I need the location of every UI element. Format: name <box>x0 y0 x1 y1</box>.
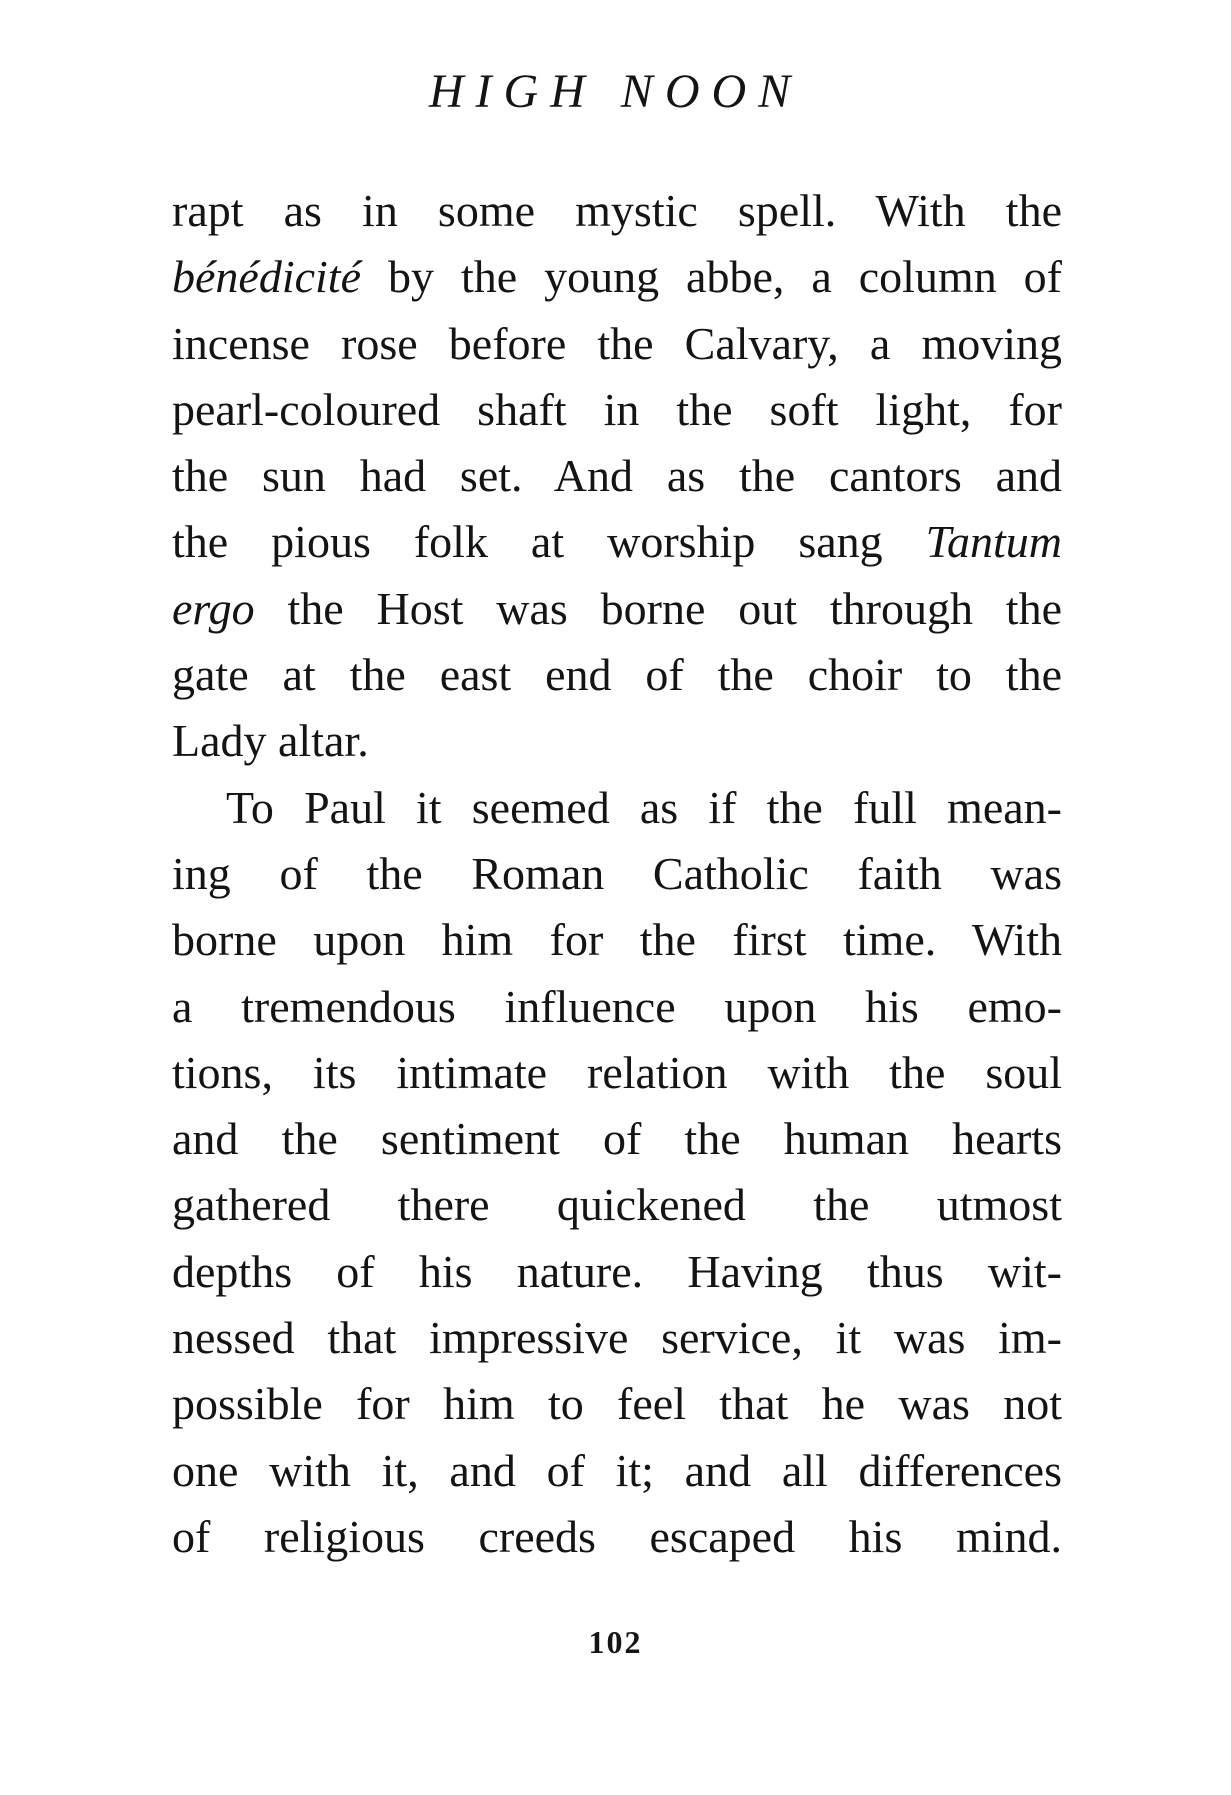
text-line <box>172 708 1062 774</box>
text-line <box>172 244 1062 310</box>
text-line <box>172 1305 1062 1371</box>
running-head: HIGH NOON <box>428 65 803 118</box>
text-run: the pious folk at worship sang <box>172 516 926 568</box>
text-run: ing of the Roman Catholic faith was <box>172 847 1062 899</box>
text-run: one with it, and of it; and all differences <box>172 1444 1062 1496</box>
text-line <box>172 509 1062 575</box>
italic-text: ergo <box>172 582 255 634</box>
text-line <box>172 907 1062 973</box>
text-run: gathered there quickened the utmost <box>172 1179 1062 1231</box>
text-run: the Host was borne out through the <box>254 582 1062 634</box>
text-run: To Paul it seemed as if the full mean- <box>226 781 1062 833</box>
text-run: tions, its intimate relation with the soul <box>172 1046 1062 1098</box>
text-run: pearl-coloured shaft in the soft light, for <box>172 383 1062 435</box>
text-run: by the young abbe, a column of <box>361 251 1062 303</box>
text-run: a tremendous influence upon his emo- <box>172 980 1062 1032</box>
text-line <box>172 377 1062 443</box>
text-run: and the sentiment of the human hearts <box>172 1113 1062 1165</box>
text-line <box>172 841 1062 907</box>
text-line <box>172 1040 1062 1106</box>
text-line <box>172 642 1062 708</box>
text-line <box>172 1172 1062 1238</box>
paragraph <box>172 178 1062 775</box>
text-run: possible for him to feel that he was not <box>172 1378 1062 1430</box>
text-line <box>172 311 1062 377</box>
text-run: rapt as in some mystic spell. With the <box>172 185 1062 236</box>
text-line <box>172 1504 1062 1570</box>
text-run: Lady altar. <box>172 715 369 767</box>
text-run: the sun had set. And as the cantors and <box>172 450 1062 502</box>
text-run: depths of his nature. Having thus wit- <box>172 1245 1062 1297</box>
text-line <box>172 1239 1062 1305</box>
italic-text: bénédicité <box>172 251 362 303</box>
text-line <box>172 775 1062 841</box>
text-line <box>172 443 1062 509</box>
text-line <box>172 1106 1062 1172</box>
text-run: borne upon him for the first time. With <box>172 914 1062 966</box>
italic-text: Tantum <box>925 516 1062 568</box>
text-run: nessed that impressive service, it was im- <box>172 1312 1062 1364</box>
text-line <box>172 1371 1062 1437</box>
text-run: gate at the east end of the choir to the <box>172 649 1062 701</box>
text-run: of religious creeds escaped his mind. <box>172 1510 1062 1562</box>
text-line <box>172 178 1062 244</box>
text-line <box>172 576 1062 642</box>
body-text <box>172 178 1062 1570</box>
text-line <box>172 974 1062 1040</box>
text-line <box>172 1438 1062 1504</box>
page-number: 102 <box>588 1624 643 1660</box>
text-run: incense rose before the Calvary, a moving <box>172 317 1062 369</box>
paragraph <box>172 775 1062 1571</box>
